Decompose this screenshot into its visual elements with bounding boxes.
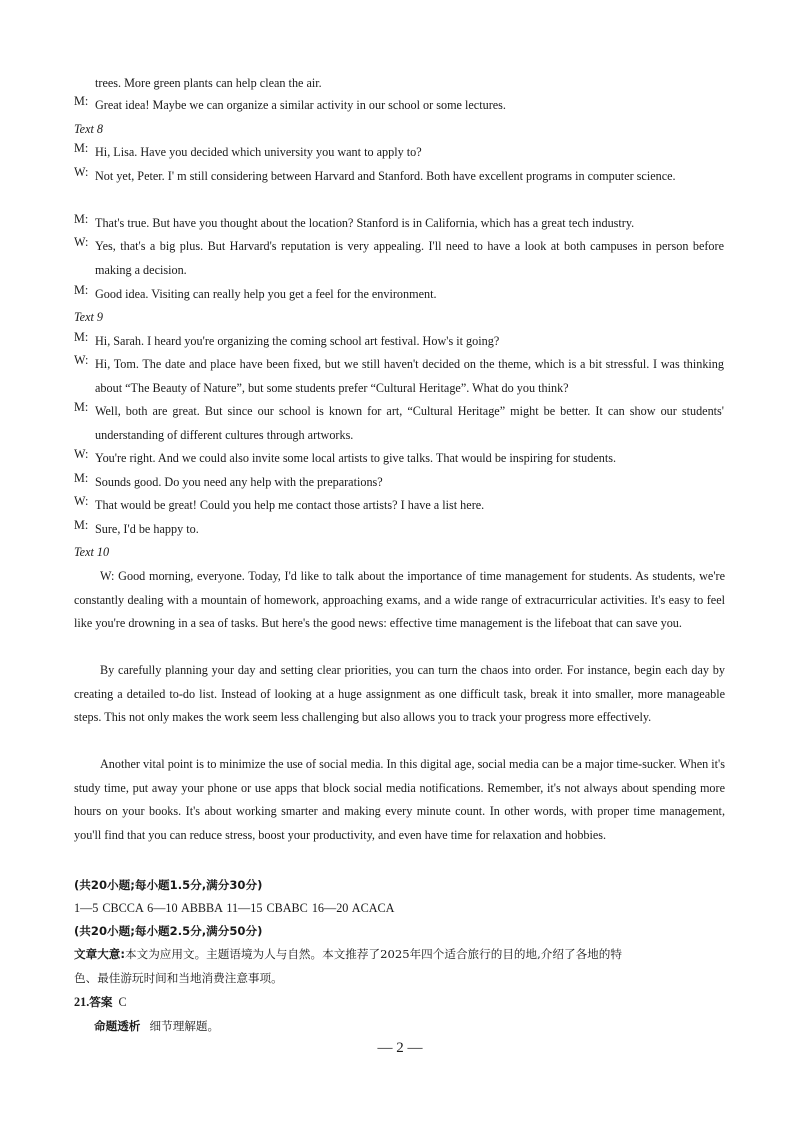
- section-label: Text 8: [74, 122, 104, 136]
- dialogue-line: [74, 494, 724, 518]
- monologue-paragraph: W: Good morning, everyone. Today, I'd like to talk about the importance of time management for students. As students, we're constantly dealing with a mountain of homework, approaching exams, and a wide range of extracurricular activities. It's easy to feel like you're drowning in a sea of tasks. But here's the good news: effective time management is the lifeboat that can save you.: [74, 569, 725, 630]
- speaker-label: M:: [74, 518, 89, 532]
- monologue-paragraph: By carefully planning your day and setting clear priorities, you can turn the chaos into order. For instance, begin each day by creating a detailed to-do list. Instead of looking at a huge assignment as one difficult task, break it into smaller, more manageable steps. This not only makes the work seem less challenging but also allows you to track your progress more effectively.: [74, 663, 725, 724]
- dialogue-text: Well, both are great. But since our school is known for art, “Cultural Heritage” might be better. It can show our students' understanding of different cultures through artworks.: [95, 404, 724, 442]
- answer-key: 1—5 CBCCA 6—10 ABBBA 11—15 CBABC 16—20 ACACA: [74, 901, 395, 915]
- speaker-label: M:: [74, 212, 89, 226]
- section-label: Text 9: [74, 310, 104, 324]
- dialogue-text: Sure, I'd be happy to.: [95, 522, 199, 536]
- dialogue-line: [74, 165, 724, 189]
- monologue-paragraph: Another vital point is to minimize the use of social media. In this digital age, social media can be a major time-sucker. When it's study time, put away your phone or use apps that block social media notifications. Remember, it's not always about spending more hours on your books. It's about working smarter and making every minute count. In other words, with proper time management, you'll find that you can reduce stress, boost your productivity, and even have time for relaxation and hobbies.: [74, 757, 725, 842]
- speaker-label: W:: [74, 235, 89, 249]
- speaker-label: M:: [74, 94, 89, 108]
- dialogue-line: [74, 447, 724, 471]
- dialogue-text: Great idea! Maybe we can organize a similar activity in our school or some lectures.: [95, 98, 506, 112]
- speaker-label: W:: [74, 494, 89, 508]
- speaker-label: M:: [74, 283, 89, 297]
- answer-value: C: [118, 995, 127, 1009]
- speaker-label: W:: [74, 353, 89, 367]
- dialogue-line: [74, 283, 724, 307]
- dialogue-line: [74, 330, 724, 354]
- section-heading: (共20小题;每小题1.5分,满分30分): [74, 878, 263, 892]
- analysis-line: [94, 1018, 219, 1034]
- dialogue-text: Hi, Sarah. I heard you're organizing the coming school art festival. How's it going?: [95, 334, 500, 348]
- analysis-label: 命题透析: [94, 1019, 141, 1033]
- speaker-label: M:: [74, 330, 89, 344]
- summary-text: 本文为应用文。主题语境为人与自然。本文推荐了2025年四个适合旅行的目的地,介绍了各地的特: [125, 947, 622, 961]
- page-number: — 2 —: [377, 1040, 423, 1056]
- speaker-label: W:: [74, 165, 89, 179]
- dialogue-text: Not yet, Peter. I' m still considering between Harvard and Stanford. Both have excellent programs in computer science.: [95, 169, 676, 183]
- dialogue-text: Good idea. Visiting can really help you get a feel for the environment.: [95, 287, 437, 301]
- dialogue-text: That would be great! Could you help me contact those artists? I have a list here.: [95, 498, 485, 512]
- dialogue-line: [74, 141, 724, 165]
- dialogue-text: Yes, that's a big plus. But Harvard's reputation is very appealing. I'll need to have a look at both campuses in person before making a decision.: [95, 239, 724, 277]
- dialogue-line: [74, 94, 724, 118]
- speaker-label: M:: [74, 400, 89, 414]
- speaker-label: M:: [74, 141, 89, 155]
- text-line: trees. More green plants can help clean the air.: [95, 76, 322, 90]
- dialogue-line: [74, 471, 724, 495]
- summary-line: 色、最佳游玩时间和当地消费注意事项。: [74, 971, 283, 985]
- dialogue-line: [74, 353, 724, 400]
- answer-label: 答案: [89, 995, 113, 1009]
- dialogue-text: That's true. But have you thought about the location? Stanford is in California, which has a great tech industry.: [95, 216, 635, 230]
- speaker-label: M:: [74, 471, 89, 485]
- summary-label: 文章大意:: [74, 947, 126, 961]
- question-number: 21.: [74, 995, 90, 1009]
- dialogue-line: [74, 212, 724, 236]
- section-heading: (共20小题;每小题2.5分,满分50分): [74, 924, 263, 938]
- analysis-text: 细节理解题。: [149, 1019, 220, 1033]
- dialogue-text: Hi, Lisa. Have you decided which university you want to apply to?: [95, 145, 422, 159]
- section-label: Text 10: [74, 545, 110, 559]
- dialogue-line: [74, 400, 724, 447]
- question-answer: [74, 994, 127, 1010]
- speaker-label: W:: [74, 447, 89, 461]
- dialogue-line: [74, 235, 724, 282]
- summary-line: [74, 946, 622, 962]
- dialogue-line: [74, 518, 724, 542]
- dialogue-text: Sounds good. Do you need any help with the preparations?: [95, 475, 383, 489]
- dialogue-text: Hi, Tom. The date and place have been fixed, but we still haven't decided on the theme, which is a bit stressful. I was thinking about “The Beauty of Nature”, but some students prefer “Cultural Heritage”. What do you think?: [95, 357, 724, 395]
- dialogue-text: You're right. And we could also invite some local artists to give talks. That would be inspiring for students.: [95, 451, 617, 465]
